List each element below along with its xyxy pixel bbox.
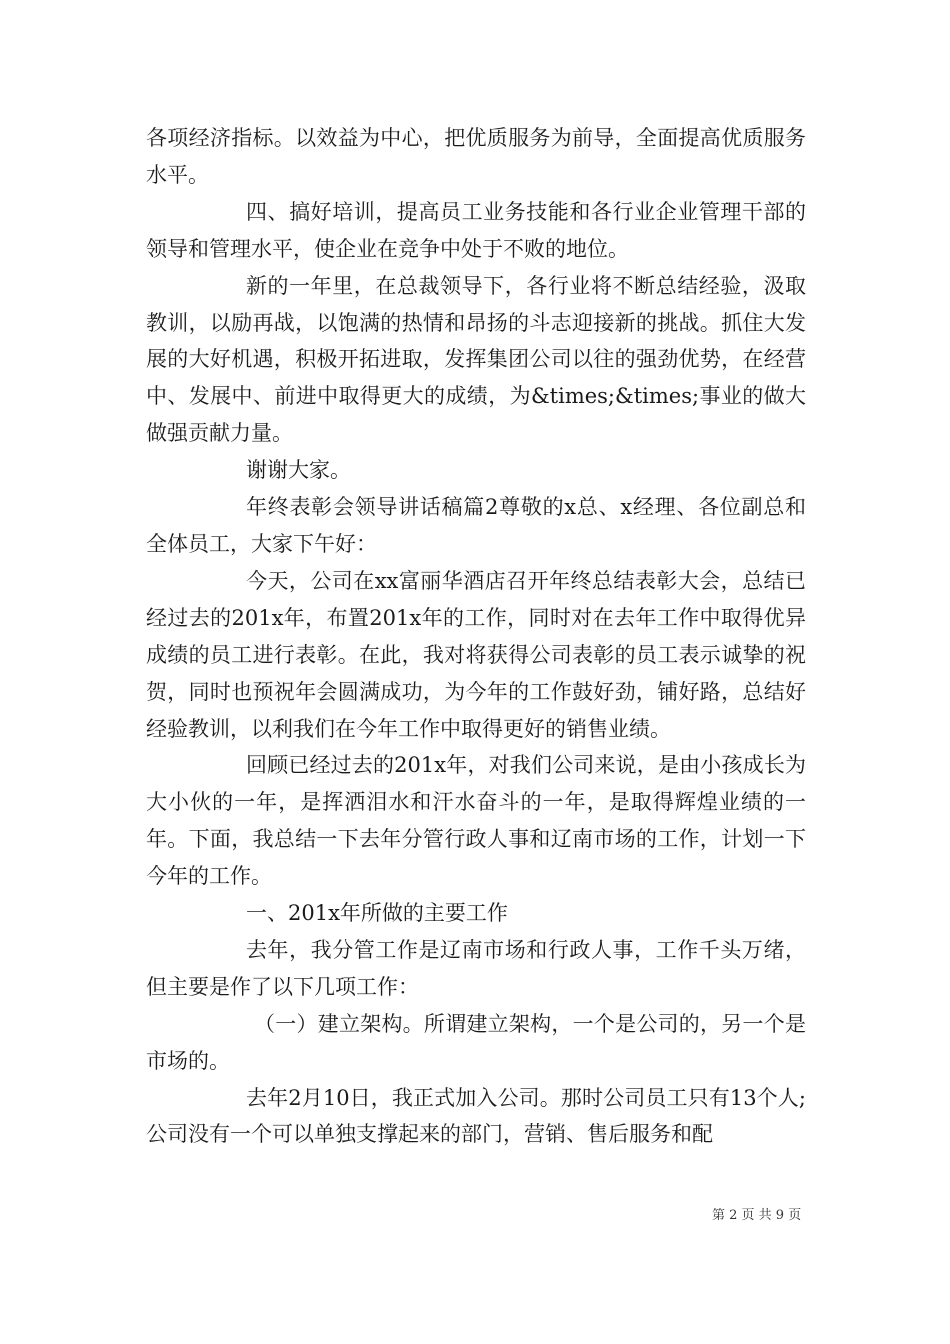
paragraph-review: 回顾已经过去的201x年，对我们公司来说，是由小孩成长为大小伙的一年，是挥洒泪水和汗水奋斗的一年，是取得辉煌业绩的一年。下面，我总结一下去年分管行政人事和辽南市场的工作，计划一下今年的工作。 [146, 753, 806, 889]
paragraph-speech-title: 年终表彰会领导讲话稿篇2尊敬的x总、x经理、各位副总和全体员工，大家下午好： [146, 495, 806, 556]
page-number-footer: 第 2 页 共 9 页 [712, 1208, 802, 1223]
document-body [146, 120, 806, 1153]
paragraph-opening: 今天，公司在xx富丽华酒店召开年终总结表彰大会，总结已经过去的201x年，布置201x年的工作，同时对在去年工作中取得优异成绩的员工进行表彰。在此，我对将获得公司表彰的员工表示诚挚的祝贺，同时也预祝年会圆满成功，为今年的工作鼓好劲，铺好路，总结好经验教训，以利我们在今年工作中取得更好的销售业绩。 [146, 568, 806, 741]
paragraph-joined-company: 去年2月10日，我正式加入公司。那时公司员工只有13个人;公司没有一个可以单独支撑起来的部门，营销、售后服务和配 [146, 1085, 806, 1147]
paragraph-last-year: 去年，我分管工作是辽南市场和行政人事，工作千头万绪，但主要是作了以下几项工作： [146, 937, 806, 999]
paragraph-new-year: 新的一年里，在总裁领导下，各行业将不断总结经验，汲取教训，以励再战，以饱满的热情和昂扬的斗志迎接新的挑战。抓住大发展的大好机遇，积极开拓进取，发挥集团公司以往的强劲优势，在经营中、发展中、前进中取得更大的成绩，为&times;&times;事业的做大做强贡献力量。 [146, 273, 806, 446]
section-heading-main-work: 一、201x年所做的主要工作 [246, 901, 508, 926]
paragraph-continuation: 各项经济指标。以效益为中心，把优质服务为前导，全面提高优质服务水平。 [146, 126, 806, 187]
subsection-heading-structure: （一）建立架构。所谓建立架构，一个是公司的，另一个是市场的。 [146, 1011, 806, 1073]
paragraph-item-four: 四、搞好培训，提高员工业务技能和各行业企业管理干部的领导和管理水平，使企业在竞争中处于不败的地位。 [146, 199, 806, 261]
paragraph-thanks: 谢谢大家。 [246, 458, 351, 483]
